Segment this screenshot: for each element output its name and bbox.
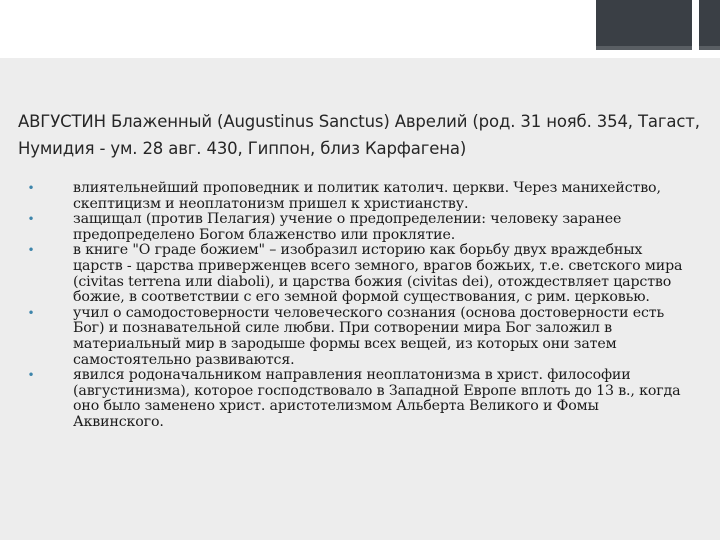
bullet-text: защищал (против Пелагия) учение о предопределении: человеку заранее предопределено Богом блаженство или проклятие.	[73, 211, 622, 243]
bullet-icon: •	[27, 212, 35, 227]
list-item	[20, 243, 692, 305]
header-corner-underline	[699, 46, 720, 50]
bullet-list	[20, 181, 692, 431]
list-item	[20, 181, 692, 212]
bullet-icon: •	[27, 305, 35, 320]
list-item	[20, 212, 692, 243]
header-block-gap	[692, 0, 699, 46]
bullet-text: учил о самодостоверности человеческого сознания (основа достоверности есть Бог) и познавательной силе любви. При сотворении мира Бог заложил в материальный мир в зародыше формы всех вещей, из которых они затем самостоятельно развиваются.	[73, 304, 665, 368]
bullet-text: в книге "О граде божием" – изобразил историю как борьбу двух враждебных царств - царства приверженцев всего земного, врагов божьих, т.е. светского мира (civitas terrena или diaboli), и царства божия (civitas dei), отождествляет царство божие, в соответствии с его земной формой существования, с рим. церковью.	[73, 242, 683, 306]
bullet-text: явился родоначальником направления неоплатонизма в христ. философии (августинизма), которое господствовало в Западной Европе вплоть до 13 в., когда оно было заменено христ. аристотелизмом Альберта Великого и Фомы Аквинского.	[73, 367, 681, 430]
header-dark-block-underline	[596, 46, 692, 50]
bullet-icon: •	[27, 368, 35, 383]
header-dark-block	[596, 0, 692, 46]
slide-title: АВГУСТИН Блаженный (Augustinus Sanctus) Аврелий (род. 31 нояб. 354, Тагаст, Нумидия - ум. 28 авг. 430, Гиппон, близ Карфагена)	[18, 112, 700, 158]
header-dark-corner-block	[699, 0, 720, 46]
bullet-text: влиятельнейший проповедник и политик католич. церкви. Через манихейство, скептицизм и неоплатонизм пришел к христианству.	[73, 180, 661, 212]
list-item	[20, 306, 692, 368]
bullet-icon: •	[27, 181, 35, 195]
list-item	[20, 368, 692, 430]
bullet-icon: •	[27, 243, 35, 258]
